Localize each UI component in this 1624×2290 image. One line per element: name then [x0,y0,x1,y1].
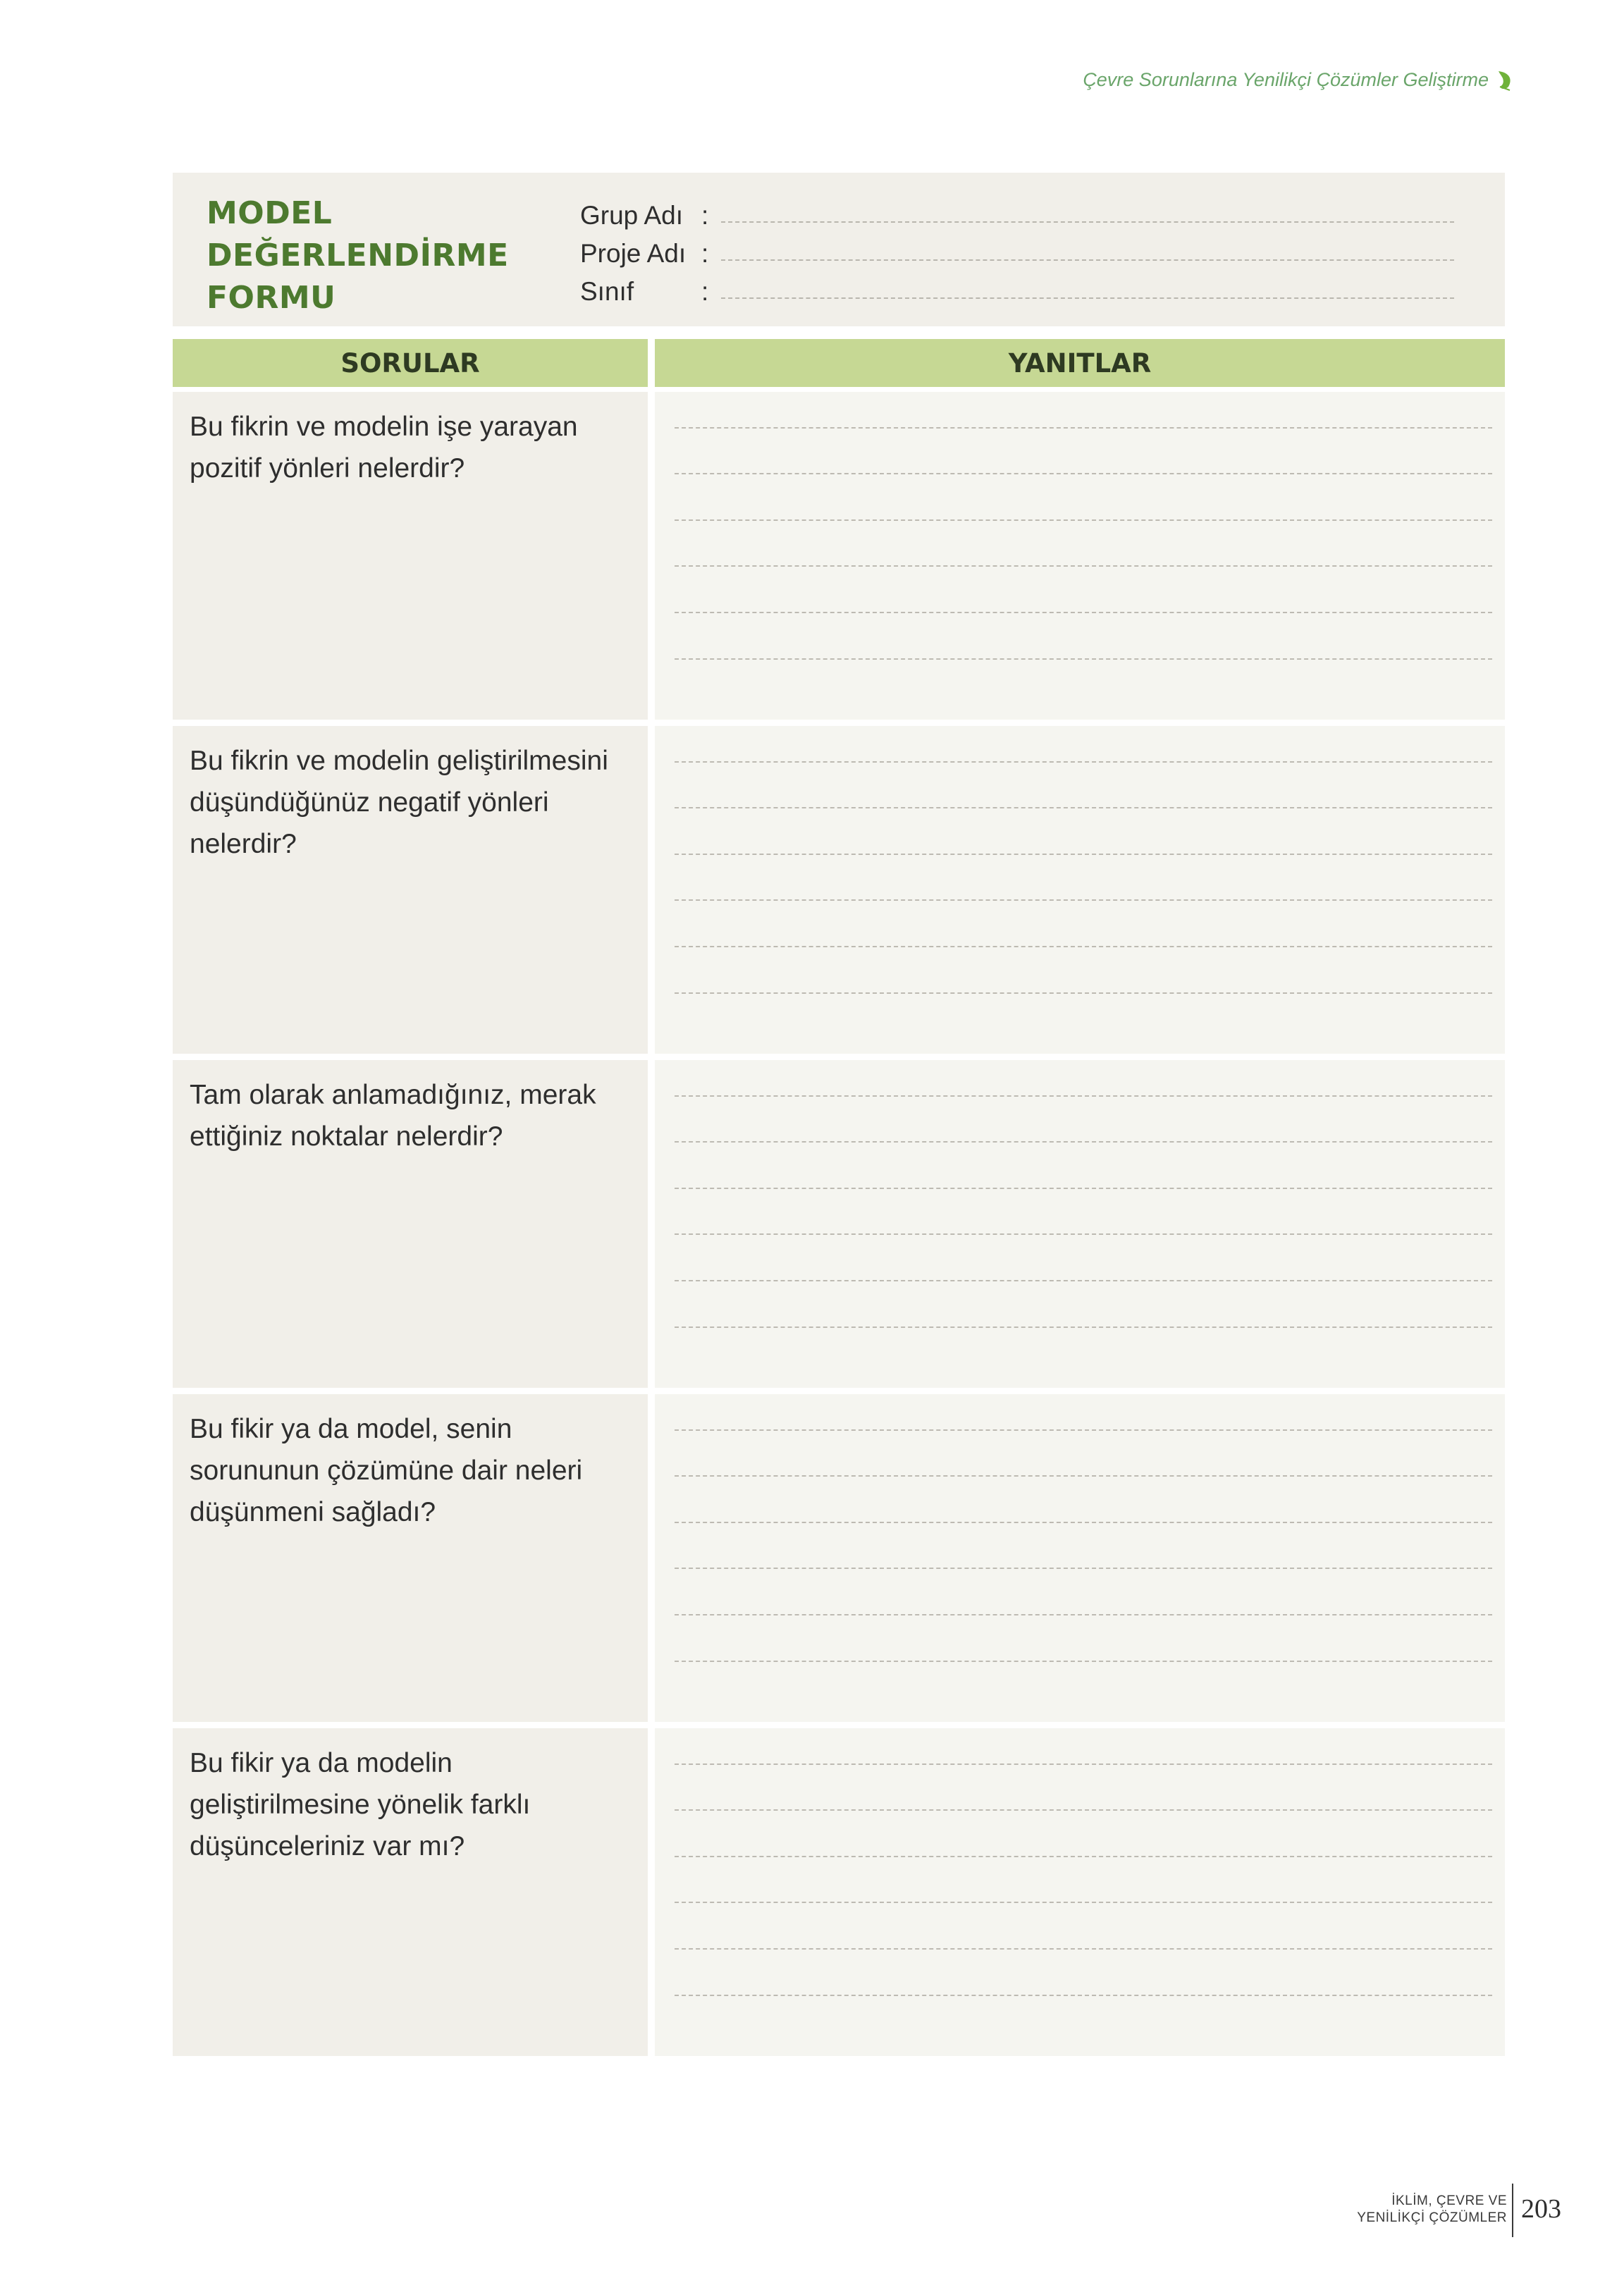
answer-cell[interactable] [655,392,1505,720]
class-label: Sınıf [580,277,634,306]
answer-line [675,1141,1492,1143]
answer-line [675,992,1492,994]
answer-line [675,899,1492,901]
answer-line [675,612,1492,613]
project-name-input-line[interactable] [721,259,1454,261]
answer-line [675,1429,1492,1431]
answer-cell[interactable] [655,1060,1505,1388]
footer-title-line: İKLİM, ÇEVRE VE [1391,2193,1507,2208]
class-input-line[interactable] [721,297,1454,299]
answer-line [675,1661,1492,1662]
answers-column-header: YANITLAR [655,339,1505,387]
answer-line [675,1233,1492,1235]
answer-line [675,854,1492,855]
question-cell: Bu fikir ya da model, senin sorununun çözümüne dair neleri düşünmeni sağladı? [173,1394,648,1722]
footer-book-title [1357,2193,1507,2227]
answer-line [675,658,1492,660]
answer-line [675,1475,1492,1477]
group-name-field[interactable] [580,198,1454,233]
form-title [207,192,517,319]
footer-divider [1512,2184,1513,2237]
question-cell: Bu fikir ya da modelin geliştirilmesine yönelik farklı düşünceleriniz var mı? [173,1728,648,2056]
running-head [1083,69,1514,91]
answer-line [675,1809,1492,1811]
project-name-field[interactable] [580,236,1454,271]
question-cell: Bu fikrin ve modelin geliştirilmesini düşündüğünüz negatif yönleri nelerdir? [173,726,648,1054]
answer-line [675,427,1492,429]
answer-line [675,946,1492,947]
field-colon: : [701,277,709,306]
answer-line [675,807,1492,808]
answer-line [675,1614,1492,1615]
page-number: 203 [1521,2194,1561,2224]
form-title-line: FORMU [207,280,336,316]
answer-cell[interactable] [655,726,1505,1054]
answer-line [675,1948,1492,1950]
form-title-line: DEĞERLENDİRME [207,238,509,273]
answer-line [675,761,1492,763]
class-field[interactable] [580,274,1454,309]
leaf-icon [1496,70,1514,91]
answer-line [675,519,1492,521]
answer-line [675,1902,1492,1903]
question-cell: Tam olarak anlamadığınız, merak ettiğiniz noktalar nelerdir? [173,1060,648,1388]
questions-column-header: SORULAR [173,339,648,387]
answer-cell[interactable] [655,1394,1505,1722]
answer-line [675,473,1492,474]
answer-line [675,1995,1492,1996]
project-name-label: Proje Adı [580,239,687,268]
answer-line [675,1188,1492,1189]
question-cell: Bu fikrin ve modelin işe yarayan pozitif yönleri nelerdir? [173,392,648,720]
answer-cell[interactable] [655,1728,1505,2056]
answer-line [675,565,1492,567]
answer-line [675,1326,1492,1328]
running-title: Çevre Sorunlarına Yenilikçi Çözümler Geliştirme [1083,69,1489,90]
answer-line [675,1095,1492,1097]
form-header [173,173,1505,326]
footer-title-line: YENİLİKÇİ ÇÖZÜMLER [1357,2210,1507,2225]
field-colon: : [701,201,709,230]
group-name-input-line[interactable] [721,221,1454,223]
field-colon: : [701,239,709,268]
answer-line [675,1568,1492,1569]
form-title-line: MODEL [207,195,333,231]
answer-line [675,1763,1492,1765]
group-name-label: Grup Adı [580,201,684,230]
answer-line [675,1522,1492,1523]
answer-line [675,1280,1492,1281]
answer-line [675,1856,1492,1857]
